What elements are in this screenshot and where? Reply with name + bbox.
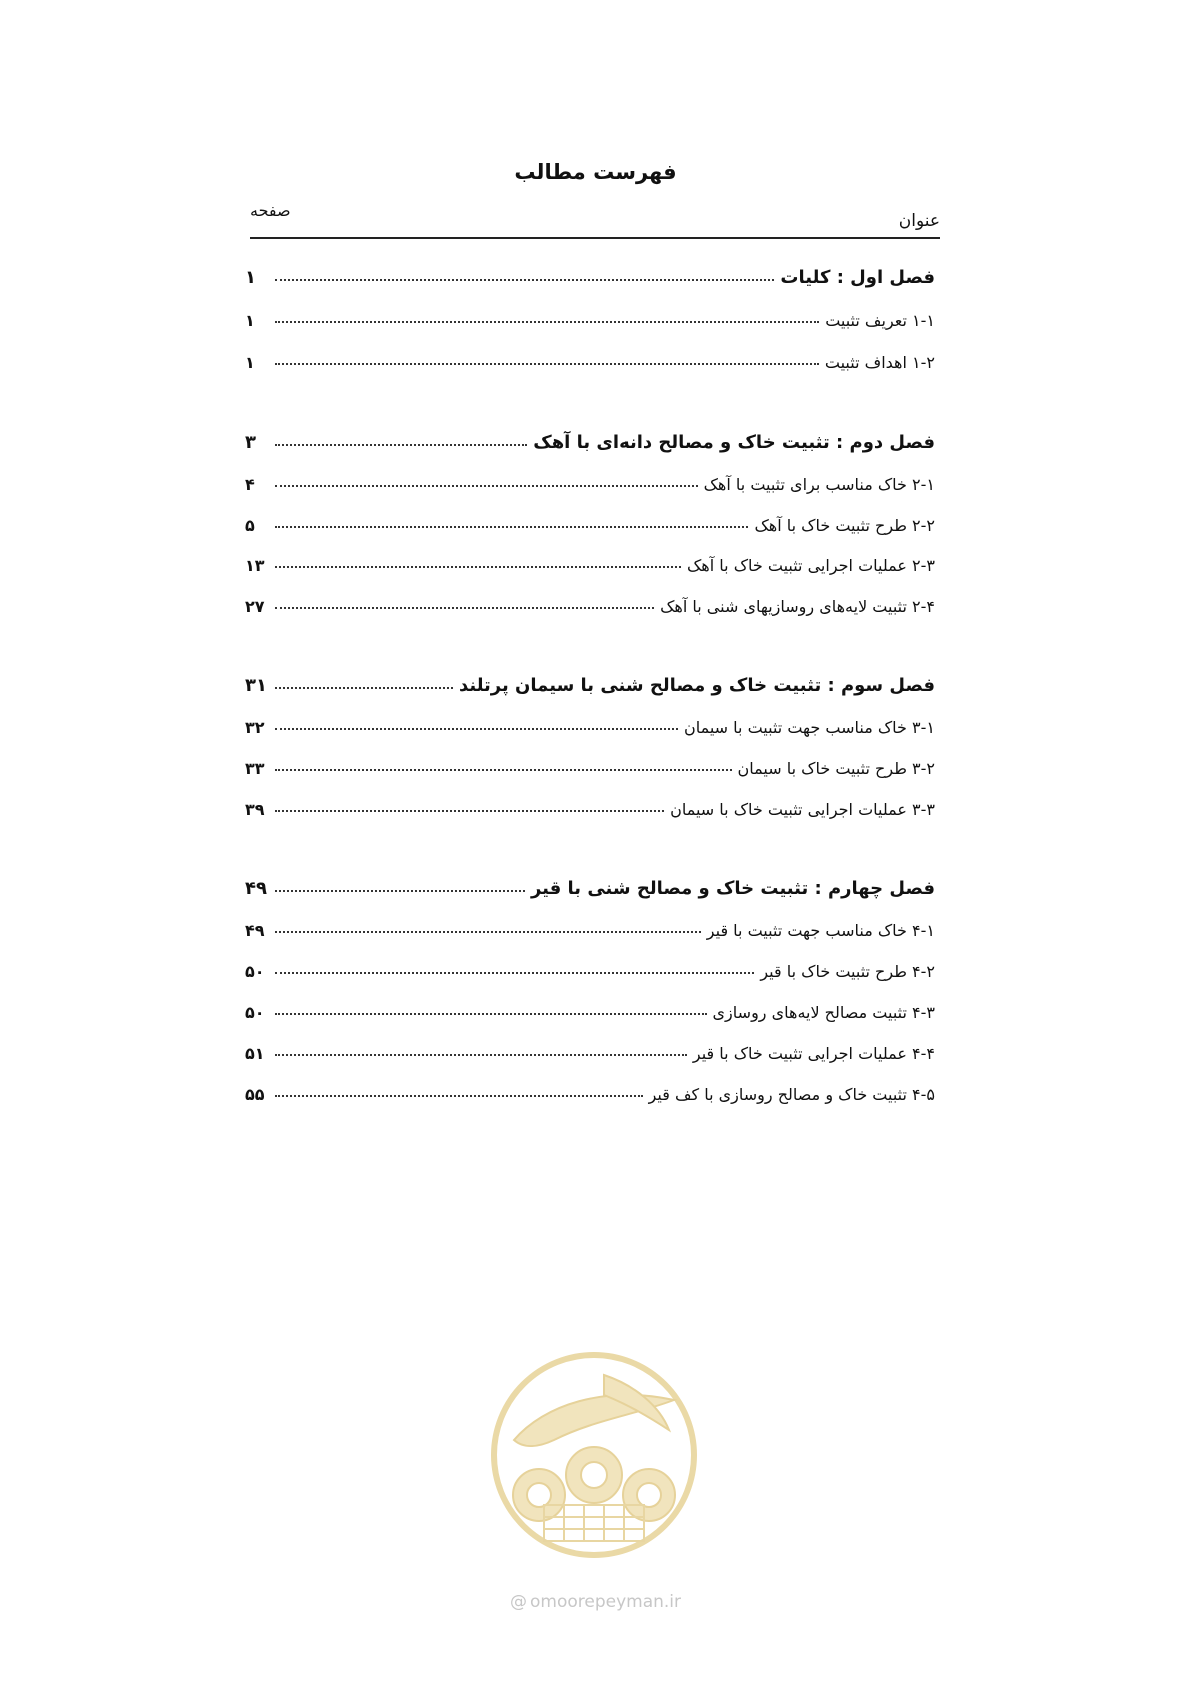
section-title: ۴-۴ عملیات اجرایی تثبیت خاک با قیر: [692, 1044, 935, 1063]
toc-section[interactable]: [245, 910, 935, 940]
toc-section[interactable]: [245, 789, 935, 819]
toc-section[interactable]: [245, 992, 935, 1022]
dot-leader: [275, 1054, 687, 1056]
section-title: ۳-۳ عملیات اجرایی تثبیت خاک با سیمان: [670, 800, 935, 819]
toc-section[interactable]: [245, 586, 935, 616]
page-title: فهرست مطالب: [514, 160, 677, 184]
page-number: ۴۹: [245, 878, 267, 899]
dot-leader: [275, 363, 819, 365]
section-title: ۴-۲ طرح تثبیت خاک با قیر: [760, 962, 935, 981]
page-number: ۱: [245, 353, 255, 372]
toc-section[interactable]: [245, 545, 935, 575]
section-title: ۲-۳ عملیات اجرایی تثبیت خاک با آهک: [686, 556, 935, 575]
section-title: ۴-۵ تثبیت خاک و مصالح روسازی با کف قیر: [648, 1085, 935, 1104]
dot-leader: [275, 444, 527, 446]
page-number: ۱: [245, 267, 256, 288]
section-title: ۲-۲ طرح تثبیت خاک با آهک: [754, 516, 935, 535]
toc-chapter-3[interactable]: [245, 666, 935, 696]
chapter-title: فصل اول : کلیات: [780, 267, 935, 288]
at-icon: @: [509, 1592, 527, 1612]
dot-leader: [275, 728, 678, 730]
toc-chapter-4[interactable]: [245, 869, 935, 899]
dot-leader: [275, 1095, 643, 1097]
dot-leader: [275, 931, 701, 933]
dot-leader: [275, 321, 819, 323]
toc-section[interactable]: [245, 300, 935, 330]
title-column-label: عنوان: [898, 211, 940, 231]
toc-section[interactable]: [245, 464, 935, 494]
page-number: ۵۵: [245, 1085, 265, 1104]
section-title: ۲-۴ تثبیت لایه‌های روسازیهای شنی با آهک: [660, 597, 935, 616]
watermark-stamp-logo: [484, 1345, 704, 1565]
page-number: ۳۹: [245, 800, 265, 819]
dot-leader: [275, 769, 732, 771]
dot-leader: [275, 1013, 707, 1015]
toc-section[interactable]: [245, 505, 935, 535]
toc-chapter-1[interactable]: [245, 258, 935, 288]
dot-leader: [275, 485, 698, 487]
section-title: ۴-۱ خاک مناسب جهت تثبیت با قیر: [706, 921, 935, 940]
chapter-title: فصل سوم : تثبیت خاک و مصالح شنی با سیمان پرتلند: [458, 675, 935, 696]
section-title: ۲-۱ خاک مناسب برای تثبیت با آهک: [703, 475, 935, 494]
toc-section[interactable]: [245, 1033, 935, 1063]
section-title: ۴-۳ تثبیت مصالح لایه‌های روسازی: [712, 1003, 935, 1022]
chapter-title: فصل دوم : تثبیت خاک و مصالح دانه‌ای با آهک: [533, 432, 935, 453]
page-column-label: صفحه: [250, 201, 291, 220]
section-title: ۱-۲ اهداف تثبیت: [824, 353, 935, 372]
watermark-url-text: omoorepeyman.ir: [529, 1592, 682, 1612]
toc-section[interactable]: [245, 342, 935, 372]
page-number: ۳۳: [245, 759, 265, 778]
page-number: ۴: [245, 475, 255, 494]
dot-leader: [275, 810, 664, 812]
watermark-url: [0, 1592, 1191, 1612]
dot-leader: [275, 566, 681, 568]
page-number: ۵۰: [245, 1003, 265, 1022]
page-number: ۴۹: [245, 921, 265, 940]
toc-section[interactable]: [245, 1074, 935, 1104]
dot-leader: [275, 890, 525, 892]
section-title: ۳-۱ خاک مناسب جهت تثبیت با سیمان: [683, 718, 935, 737]
toc-chapter-2[interactable]: [245, 423, 935, 453]
dot-leader: [275, 279, 774, 281]
toc-section[interactable]: [245, 707, 935, 737]
page-number: ۵: [245, 516, 255, 535]
toc-section[interactable]: [245, 748, 935, 778]
page-number: ۲۷: [245, 597, 265, 616]
page-number: ۳۲: [245, 718, 265, 737]
dot-leader: [275, 972, 754, 974]
toc-section[interactable]: [245, 951, 935, 981]
dot-leader: [275, 607, 654, 609]
section-title: ۳-۲ طرح تثبیت خاک با سیمان: [737, 759, 935, 778]
page-number: ۵۱: [245, 1044, 265, 1063]
dot-leader: [275, 687, 453, 689]
page-number: ۳: [245, 432, 256, 453]
page-number: ۵۰: [245, 962, 265, 981]
page-number: ۱۳: [245, 556, 265, 575]
dot-leader: [275, 526, 748, 528]
chapter-title: فصل چهارم : تثبیت خاک و مصالح شنی با قیر: [530, 878, 935, 899]
page-number: ۳۱: [245, 675, 267, 696]
page-number: ۱: [245, 311, 255, 330]
section-title: ۱-۱ تعریف تثبیت: [825, 311, 935, 330]
